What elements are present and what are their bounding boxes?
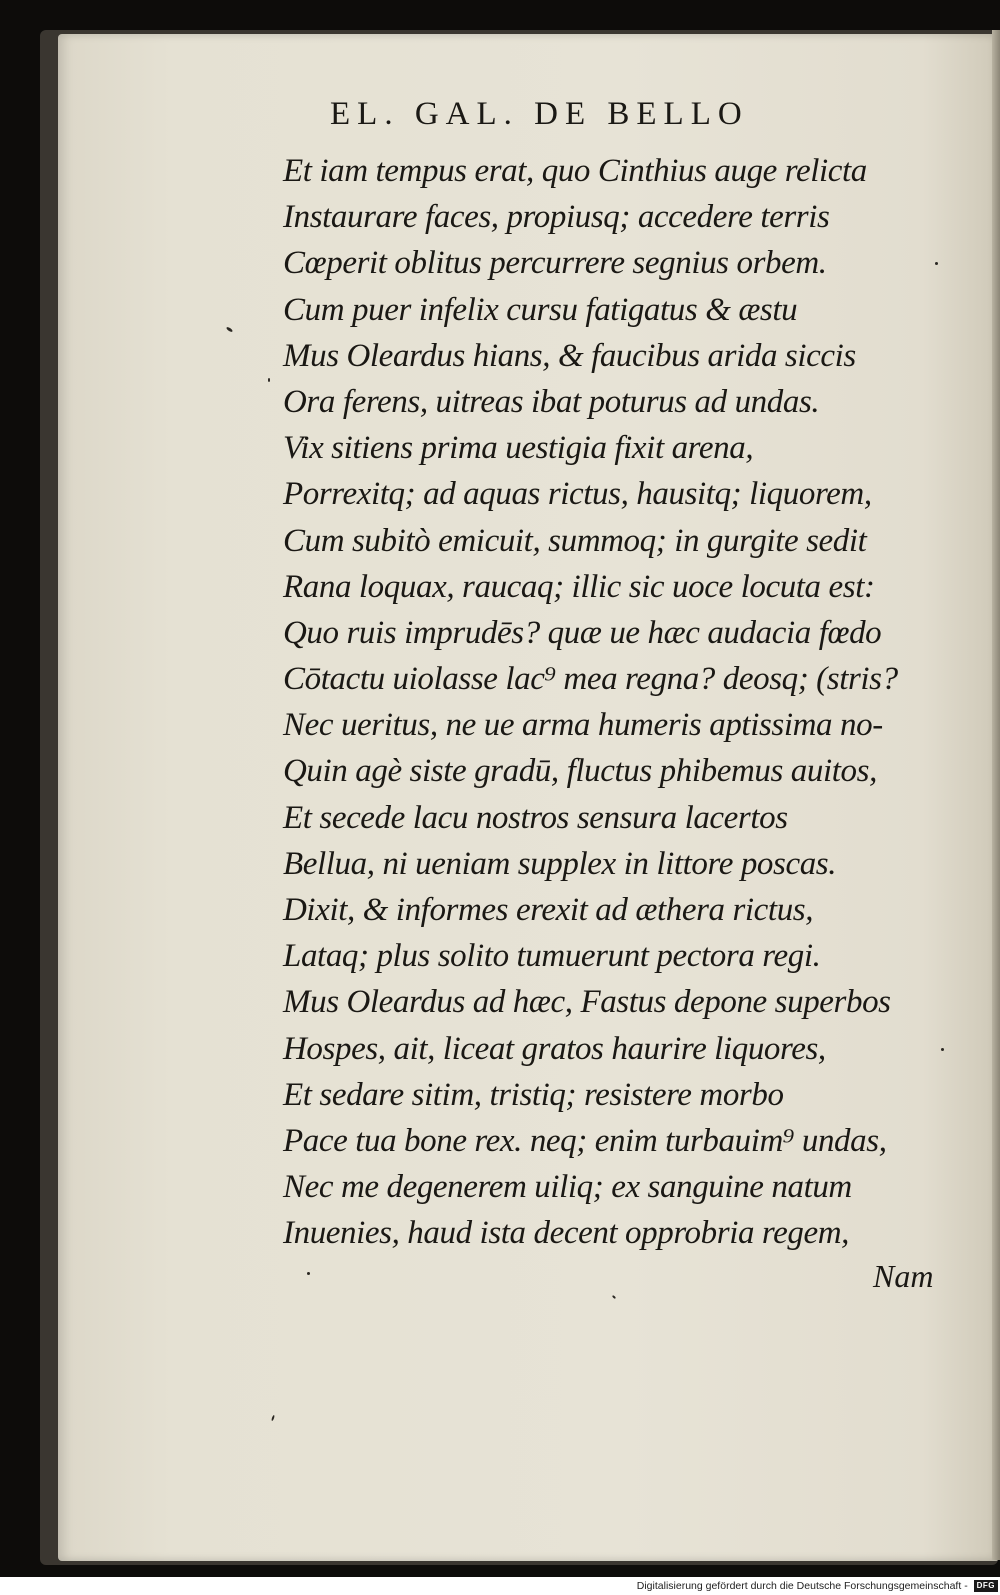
verse-line: Mus Oleardus hians, & faucibus arida siccis	[283, 337, 856, 374]
verse-line: Et iam tempus erat, quo Cinthius auge relicta	[283, 153, 867, 189]
verse-line: Quo ruis imprudēs? quæ ue hæc audacia fœdo	[283, 614, 882, 651]
verse-line: Cum puer infelix cursu fatigatus & æstu	[283, 291, 798, 328]
ink-speck	[307, 1272, 310, 1275]
verse-line: Lataq; plus solito tumuerunt pectora regi.	[283, 938, 821, 975]
verse-line: Nec ueritus, ne ue arma humeris aptissima no-	[283, 707, 883, 744]
ink-speck	[268, 378, 270, 382]
verse-line: Mus Oleardus ad hæc, Fastus depone superbos	[283, 984, 891, 1021]
verse-line: Rana loquax, raucaq; illic sic uoce locuta est:	[283, 568, 875, 605]
ink-speck	[941, 1048, 944, 1051]
verse-line: Cōtactu uiolasse lac⁹ mea regna? deosq; (stris?	[283, 661, 898, 698]
verse-line: Et sedare sitim, tristiq; resistere morbo	[283, 1076, 784, 1113]
verse-line: Instaurare faces, propiusq; accedere terris	[283, 199, 830, 236]
verse-line: Vix sitiens prima uestigia fixit arena,	[283, 430, 754, 467]
catchword: Nam	[873, 1258, 934, 1294]
credit-text: Digitalisierung gefördert durch die Deutsche Forschungsgemeinschaft -	[636, 1580, 968, 1593]
verse-line: Cum subitò emicuit, summoq; in gurgite sedit	[283, 522, 867, 559]
verse-line: Porrexitq; ad aquas rictus, hausitq; liquorem,	[283, 476, 872, 513]
verse-line: Pace tua bone rex. neq; enim turbauim⁹ undas,	[283, 1122, 887, 1159]
verse-line: Cœperit oblitus percurrere segnius orbem.	[283, 245, 827, 282]
verse-line: Nec me degenerem uiliq; ex sanguine natum	[283, 1169, 852, 1206]
verse-line: Bellua, ni ueniam supplex in littore poscas.	[283, 845, 837, 882]
verse-block	[283, 148, 953, 1257]
page-edge	[992, 30, 1000, 1560]
verse-line: Ora ferens, uitreas ibat poturus ad undas.	[283, 383, 820, 420]
verse-line: Inuenies, haud ista decent opprobria regem,	[283, 1215, 850, 1252]
ink-speck	[935, 262, 938, 265]
verse-line: Dixit, & informes erexit ad æthera rictus,	[283, 892, 814, 928]
verse-line: Quin agè siste gradū, fluctus phibemus auitos,	[283, 753, 877, 790]
verse-line: Et secede lacu nostros sensura lacertos	[283, 799, 788, 836]
dfg-logo-icon: DFG	[974, 1580, 998, 1592]
verse-line: Hospes, ait, liceat gratos haurire liquores,	[283, 1030, 826, 1067]
digitization-credit	[598, 1579, 998, 1593]
running-head: EL. GAL. DE BELLO	[330, 96, 749, 132]
